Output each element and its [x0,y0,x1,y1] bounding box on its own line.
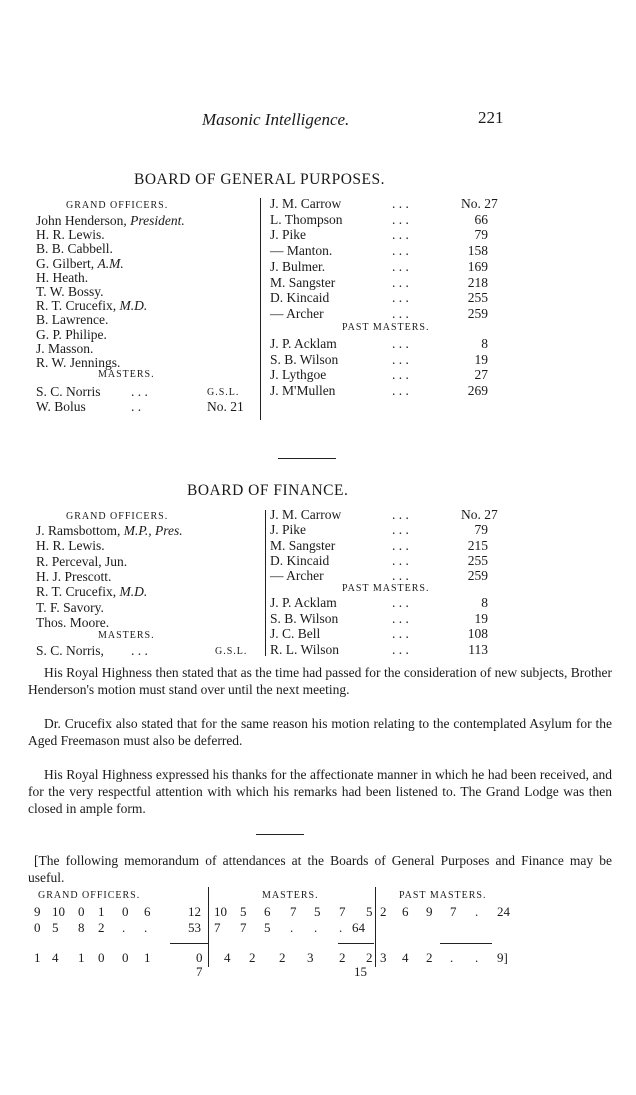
leader-dots: . . . [392,610,409,626]
leader-dots: . . . [392,258,409,274]
memo-cell: 7 [450,904,457,919]
memo-cell: 6 [264,904,271,919]
memo-cell: 24 [497,904,510,919]
memo-cell: 5 [264,920,271,935]
leader-dots: . . . [392,290,409,306]
master-name: S. C. Norris [36,384,101,399]
member-name: R. L. Wilson [270,642,339,658]
gp-past-masters-label: PAST MASTERS. [342,322,430,333]
paragraph-1: His Royal Highness then stated that as the time had passed for the consideration of new subjects, Brother Henderson's motion must stand over until the next meeting. [28,665,612,697]
officer-name [36,584,147,600]
memo-cell: . [290,920,294,935]
memo-sum-line-past [440,943,492,944]
memo-cell: 5 [314,904,321,919]
member-name: D. Kincaid [270,552,330,568]
memo-cell: 7 [214,920,221,935]
gp-grand-officers-label: GRAND OFFICERS. [66,200,169,211]
memo-cell: 4 [402,950,409,965]
memo-cell: 0 [98,950,105,965]
memo-cell: 2 [339,950,346,965]
lodge-number: 79 [474,522,488,538]
officer-name [36,569,111,585]
officer-name [36,538,105,554]
memo-cell: 3 [307,950,314,965]
memo-cell: 5 [366,904,373,919]
leader-dots: . . . [392,211,409,227]
officer-text: J. Masson. [36,340,94,356]
lodge-number: G.S.L. [215,646,248,657]
member-name: L. Thompson [270,211,343,227]
lodge-number: 259 [467,305,488,321]
memo-cell: 5 [240,904,247,919]
officer-text: H. Heath. [36,269,89,285]
officer-text: B. Lawrence. [36,312,109,328]
leader-dots: . . . [392,196,409,211]
member-name: J. P. Acklam [270,336,337,351]
member-name: J. C. Bell [270,626,321,642]
officer-name [36,600,104,616]
officer-title: M.D. [119,584,148,600]
officer-text: G. P. Philipe. [36,326,107,342]
leader-dots: . . . [392,336,409,351]
memo-cell: 6 [402,904,409,919]
leader-dots: . . . [392,305,409,321]
officer-name [36,554,127,570]
fin-masters-label: MASTERS. [98,630,155,641]
lodge-number: 269 [467,383,488,399]
member-name: J. Bulmer. [270,258,326,274]
leader-dots: . . . [392,507,409,522]
memo-cell: . [475,950,479,965]
officer-text: B. B. Cabbell. [36,241,113,257]
memo-cell: 12 [188,904,201,919]
memo-cell: . [314,920,318,935]
leader-dots: . . . [392,642,409,658]
officer-name [36,615,109,631]
memo-cell: . [144,920,148,935]
officer-text: R. T. Crucefix, [36,584,120,600]
memo-cell: 2 [426,950,433,965]
memo-cell: 8 [78,920,85,935]
memo-past-label: PAST MASTERS. [399,890,487,901]
memo-cell: 9 [426,904,433,919]
page-number: 221 [478,108,504,127]
officer-title: M.P., Pres. [123,523,183,538]
fin-grand-officers-label: GRAND OFFICERS. [66,511,169,522]
memo-masters-label: MASTERS. [262,890,319,901]
lodge-number: No. 21 [207,399,244,414]
member-name: J. M'Mullen [270,383,336,399]
memo-intro: [The following memorandum of attendances at the Boards of General Purposes and Finance may be useful. [28,853,612,885]
memo-cell: 2 [98,920,105,935]
officer-text: J. Ramsbottom, [36,523,124,538]
memo-cell: . [450,950,454,965]
leader-dots: . . . [392,552,409,568]
gp-column-divider [260,198,261,420]
gp-heading: BOARD OF GENERAL PURPOSES. [134,171,385,188]
officer-title: A.M. [97,255,124,271]
officer-text: R. Perceval, Jun. [36,553,128,569]
leader-dots: . . . [131,643,148,658]
lodge-number: 169 [467,258,488,274]
lodge-number: 158 [467,243,488,259]
member-name: S. B. Wilson [270,610,339,626]
officer-text: H. J. Prescott. [36,568,112,584]
memo-cell: . [475,904,479,919]
officer-title: M.D. [119,298,148,314]
leader-dots: . . . [392,351,409,367]
memo-subtotal: 7 [196,964,203,979]
member-name: J. M. Carrow [270,507,342,522]
memo-subtotal: 15 [354,964,367,979]
leader-dots: . . . [392,522,409,538]
memo-cell: 6 [144,904,151,919]
paragraph-3: His Royal Highness expressed his thanks for the affectionate manner in which he had been received, and for the very respectful attention with which his remarks had been listened to. The Grand Lodge was then closed in ample form. [28,767,612,816]
lodge-number: No. 27 [461,507,498,522]
leader-dots: . . . [392,243,409,259]
memo-cell: 0 [122,950,129,965]
gp-masters-label: MASTERS. [98,369,155,380]
lodge-number: 218 [467,274,488,290]
lodge-number: 19 [474,610,488,626]
leader-dots: . . . [392,568,409,584]
officer-text: G. Gilbert, [36,255,98,271]
memo-cell: 0 [34,920,41,935]
lodge-number: 255 [467,552,488,568]
leader-dots: . . . [392,537,409,553]
section-rule-2 [256,834,304,835]
memo-cell: 7 [339,904,346,919]
memo-cell: 4 [224,950,231,965]
memo-cell: . [122,920,126,935]
officer-text: T. W. Bossy. [36,284,104,299]
lodge-number: No. 27 [461,196,498,211]
memo-cell: 10 [52,904,65,919]
lodge-number: 255 [467,290,488,306]
member-name: — Archer [270,568,324,584]
memo-cell: 1 [98,904,105,919]
lodge-number: 66 [474,211,488,227]
section-rule-1 [278,458,336,459]
memo-cell: 2 [249,950,256,965]
memo-cell: 7 [290,904,297,919]
lodge-number: 215 [467,537,488,553]
member-name: — Manton. [270,243,333,259]
lodge-number: 108 [467,626,488,642]
member-name: D. Kincaid [270,290,330,306]
lodge-number: 8 [481,336,488,351]
officer-text: Thos. Moore. [36,614,110,630]
memo-cell: 64 [352,920,365,935]
leader-dots: . . . [392,595,409,610]
officer-text: R. W. Jennings. [36,355,121,370]
fin-column-divider [265,510,266,656]
officer-text: T. F. Savory. [36,599,104,615]
memo-cell: 53 [188,920,201,935]
officer-text: H. R. Lewis. [36,227,105,243]
fin-past-masters-label: PAST MASTERS. [342,583,430,594]
paragraph-2: Dr. Crucefix also stated that for the same reason his motion relating to the contemplated Asylum for the Aged Freemason must also be deferred. [28,716,612,748]
memo-cell: 10 [214,904,227,919]
lodge-number: G.S.L. [207,387,240,398]
member-name: J. Pike [270,227,307,243]
officer-text: H. R. Lewis. [36,538,105,554]
lodge-number: 27 [474,367,488,383]
lodge-number: 19 [474,351,488,367]
memo-cell: 5 [52,920,59,935]
memo-cell: 9 [34,904,41,919]
officer-title: President. [130,213,185,228]
member-name: M. Sangster [270,274,336,290]
memo-cell: 0 [78,904,85,919]
member-name: — Archer [270,305,324,321]
leader-dots: . . . [392,274,409,290]
memo-cell: 2 [380,904,387,919]
memo-cell: 1 [144,950,151,965]
leader-dots: . . . [392,383,409,399]
leader-dots: . . [131,399,142,414]
officer-text: John Henderson, [36,213,131,228]
running-title: Masonic Intelligence. [202,110,350,129]
memo-sum-line-grand [170,943,208,944]
leader-dots: . . . [392,227,409,243]
memo-cell: 2 [366,950,373,965]
memo-cell: 2 [279,950,286,965]
memo-cell: 1 [34,950,41,965]
fin-heading: BOARD OF FINANCE. [187,482,349,499]
lodge-number: 8 [481,595,488,610]
memo-sum-line-masters [338,943,374,944]
member-name: J. P. Acklam [270,595,337,610]
member-name: M. Sangster [270,537,336,553]
lodge-number: 259 [467,568,488,584]
memo-grand-label: GRAND OFFICERS. [38,890,141,901]
memo-cell: 1 [78,950,85,965]
memo-cell: 9] [497,950,508,965]
memo-cell: 4 [52,950,59,965]
memo-cell: 3 [380,950,387,965]
memo-cell: . [339,920,343,935]
leader-dots: . . . [392,367,409,383]
member-name: J. M. Carrow [270,196,342,211]
memo-divider-2 [375,887,376,967]
officer-name [36,523,183,539]
memo-cell: 0 [122,904,129,919]
memo-cell: 7 [240,920,247,935]
leader-dots: . . . [131,384,148,399]
memo-divider-1 [208,887,209,967]
lodge-number: 79 [474,227,488,243]
member-name: S. B. Wilson [270,351,339,367]
lodge-number: 113 [468,642,488,658]
memo-cell: 0 [196,950,203,965]
leader-dots: . . . [392,626,409,642]
officer-text: R. T. Crucefix, [36,298,120,314]
member-name: J. Lythgoe [270,367,327,383]
member-name: J. Pike [270,522,307,538]
master-name: W. Bolus [36,399,86,414]
master-name: S. C. Norris, [36,643,104,658]
